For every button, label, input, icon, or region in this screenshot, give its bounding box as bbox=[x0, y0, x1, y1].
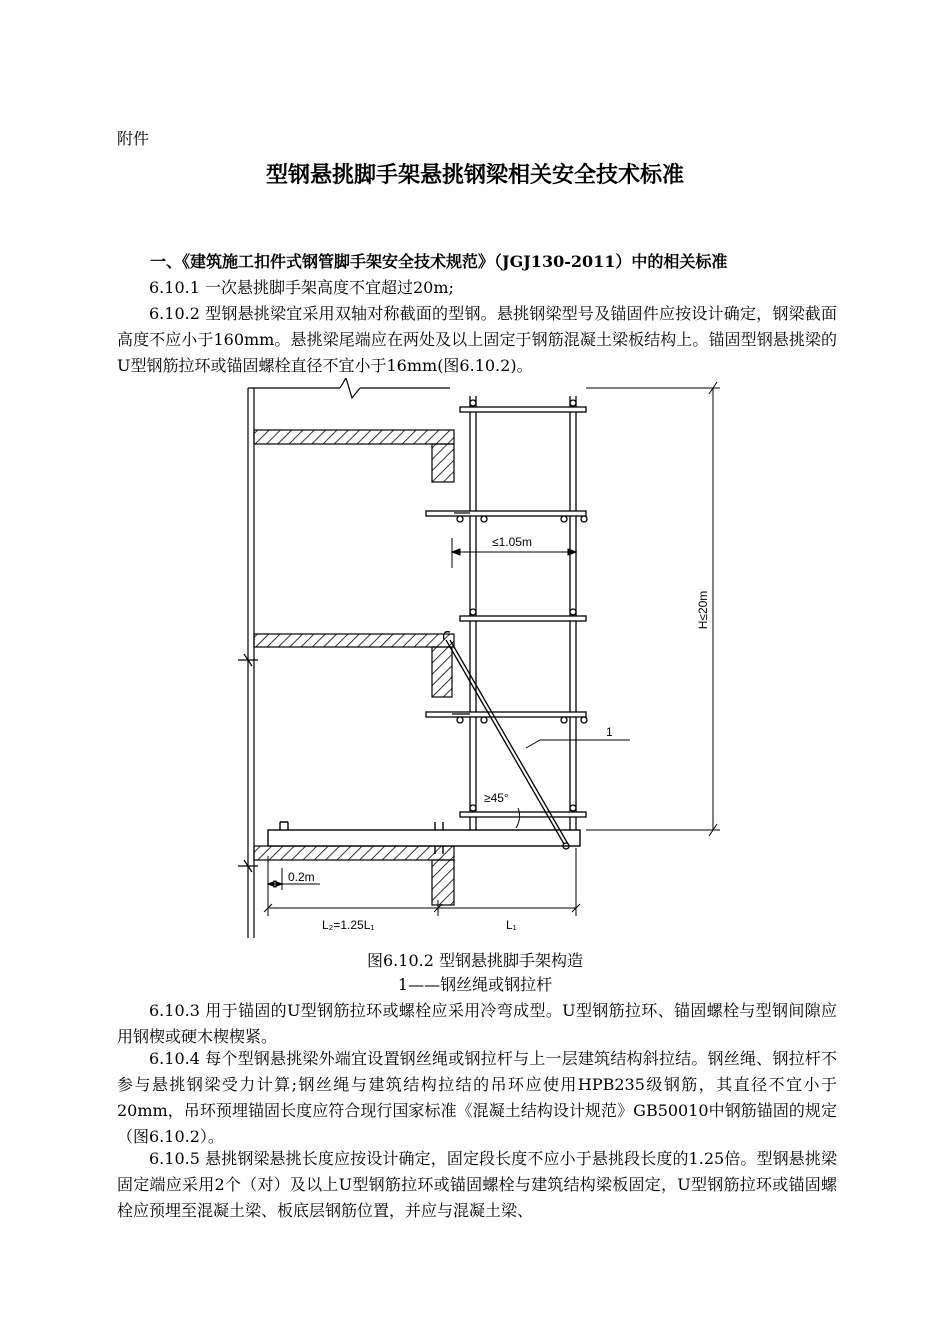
height-label: H≤20m bbox=[696, 590, 710, 630]
scaffold-poles bbox=[470, 396, 576, 830]
middle-slab bbox=[254, 634, 454, 697]
wall-ties bbox=[452, 513, 470, 714]
offset-label: 0.2m bbox=[288, 870, 315, 884]
spacing-label: ≤1.05m bbox=[492, 535, 532, 549]
paragraph-6-10-1: 6.10.1 一次悬挑脚手架高度不宜超过20m; bbox=[149, 278, 454, 297]
figure-legend: 1——钢丝绳或钢拉杆 bbox=[397, 975, 553, 994]
scaffold-figure bbox=[230, 378, 750, 943]
lower-slab bbox=[254, 846, 454, 905]
paragraph-6-10-4: 6.10.4 每个型钢悬挑梁外端宜设置钢丝绳或钢拉杆与上一层建筑结构斜拉结。钢丝绳、钢拉杆不参与悬挑钢梁受力计算;钢丝绳与建筑结构拉结的吊环应使用HPB235级钢筋，其直径不宜小于20mm，吊环预埋锚固长度应符合现行国家标准《混凝土结构设计规范》GB50010中钢筋锚固的规定（图6.10.2）。 bbox=[117, 1049, 837, 1146]
item-label: 1 bbox=[606, 725, 613, 739]
cantilever-length-label: L₁ bbox=[506, 918, 517, 932]
anchor-length-label: L₂=1.25L₁ bbox=[322, 918, 375, 932]
document-title: 型钢悬挑脚手架悬挑钢梁相关安全技术标准 bbox=[265, 163, 684, 188]
upper-slab bbox=[254, 430, 454, 482]
section-heading: 一、《建筑施工扣件式钢管脚手架安全技术规范》（JGJ130-2011）中的相关标准 bbox=[150, 252, 728, 271]
paragraph-6-10-3: 6.10.3 用于锚固的U型钢筋拉环或螺栓应采用冷弯成型。U型钢筋拉环、锚固螺栓与型钢间隙应用钢楔或硬木楔楔紧。 bbox=[117, 1001, 837, 1046]
angle-arc bbox=[516, 808, 520, 828]
figure-caption: 图6.10.2 型钢悬挑脚手架构造 bbox=[367, 951, 583, 970]
paragraph-6-10-5: 6.10.5 悬挑钢梁悬挑长度应按设计确定，固定段长度不应小于悬挑段长度的1.25倍。型钢悬挑梁固定端应采用2个（对）及以上U型钢筋拉环或锚固螺栓与建筑结构梁板固定，U型钢筋拉环或锚固螺栓应预埋至混凝土梁、板底层钢筋位置，并应与混凝土梁、 bbox=[117, 1149, 837, 1220]
angle-label: ≥45° bbox=[484, 791, 509, 805]
paragraph-6-10-2: 6.10.2 型钢悬挑梁宜采用双轴对称截面的型钢。悬挑钢梁型号及锚固件应按设计确定，钢梁截面高度不应小于160mm。悬挑梁尾端应在两处及以上固定于钢筋混凝土梁板结构上。锚固型钢悬挑梁的U型钢筋拉环或锚固螺栓直径不宜小于16mm(图6.10.2)。 bbox=[117, 304, 837, 375]
item-leader bbox=[526, 740, 630, 748]
attachment-label: 附件 bbox=[117, 129, 150, 148]
